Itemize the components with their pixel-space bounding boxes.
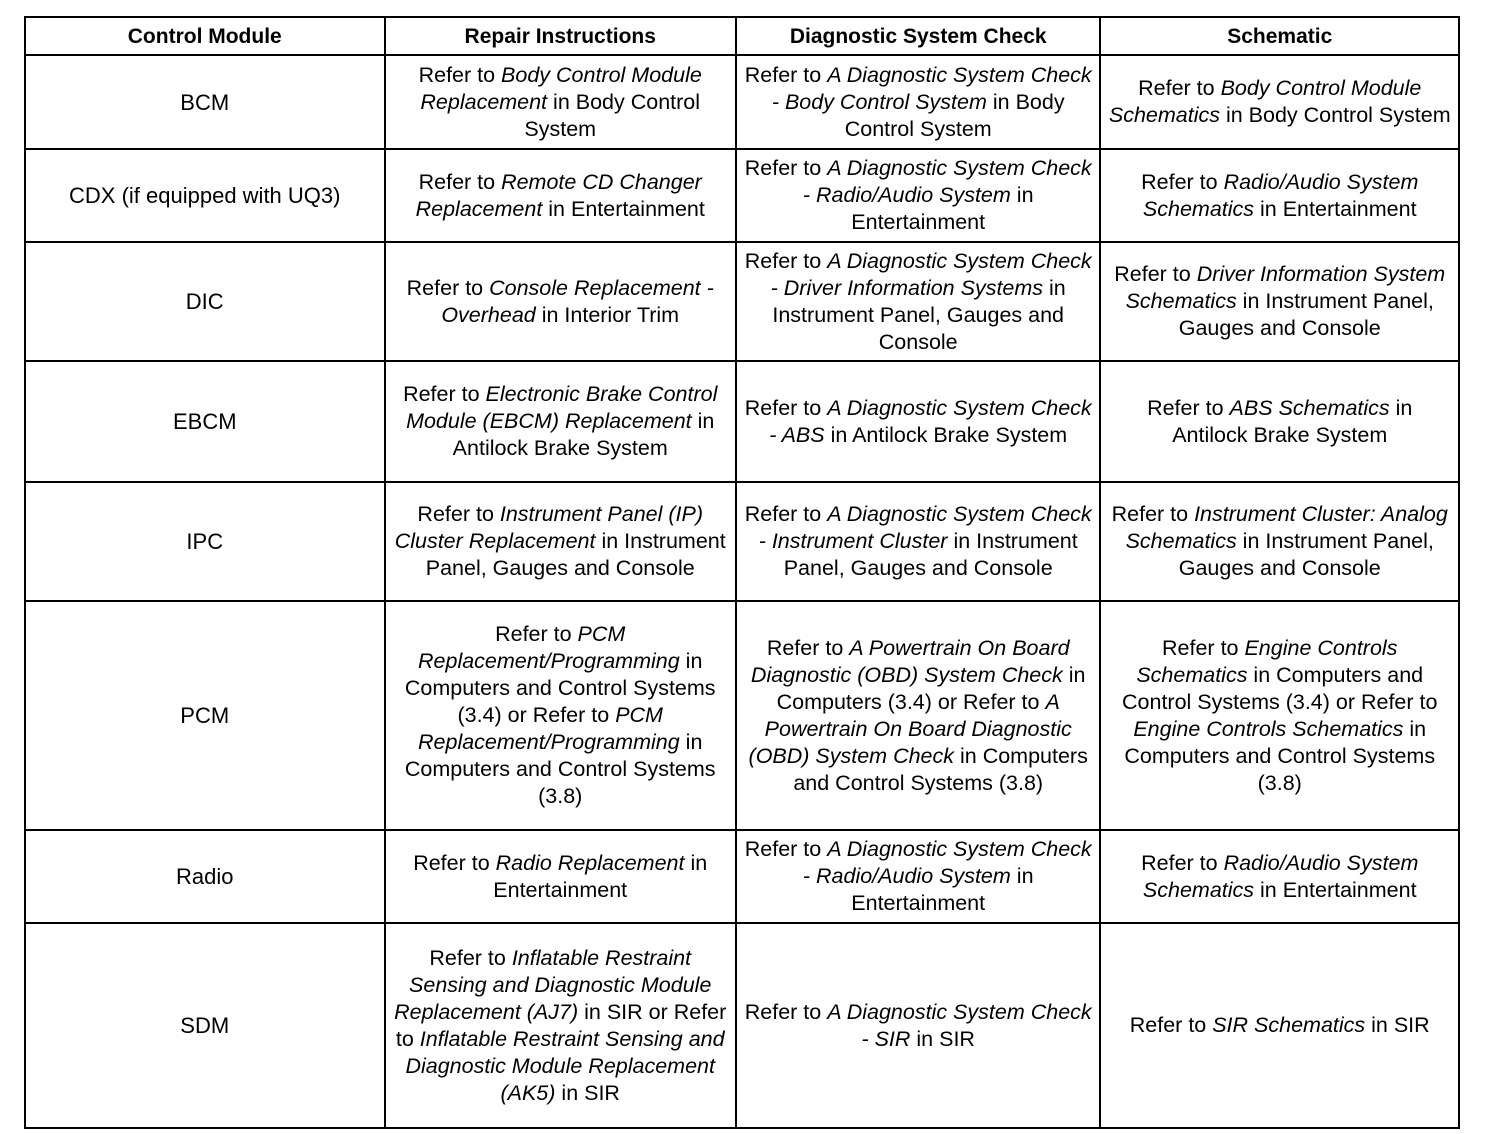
repair-instructions-cell (385, 923, 736, 1128)
cell-reference-title: Remote CD Changer Replacement (415, 169, 702, 221)
cell-reference-title: Inflatable Restraint Sensing and Diagnostic Module Replacement (AK5) (405, 1026, 725, 1105)
cell-text: Refer to (744, 502, 828, 526)
schematic-cell (1100, 149, 1459, 242)
cell-text: Refer to (429, 945, 512, 970)
header-control-module: Control Module (25, 17, 385, 55)
cell-reference-title: Instrument Cluster: Analog Schematics (1125, 502, 1448, 553)
cell-text: Refer to (417, 502, 500, 526)
cell-text: in Antilock Brake System (1172, 395, 1413, 447)
cell-text: in Computers and Control Systems (3.4) or Refer to (404, 649, 716, 727)
cell-text: Refer to (1129, 1013, 1213, 1037)
cell-text: Refer to (495, 622, 578, 646)
cell-text: in Interior Trim (535, 302, 680, 327)
cell-text: Refer to (418, 62, 502, 87)
module-reference-table (24, 16, 1460, 1129)
cell-text: Refer to (744, 837, 828, 861)
cell-text: in Computers (3.4) or Refer to (776, 662, 1086, 714)
cell-reference-title: Radio/Audio System Schematics (1142, 850, 1419, 902)
cell-reference-title: A Diagnostic System Check - Radio/Audio System (802, 837, 1092, 888)
cell-text: in SIR (555, 1080, 620, 1105)
cell-reference-title: Body Control Module Schematics (1108, 76, 1422, 127)
table-row (25, 242, 1459, 361)
cell-text: in Body Control System (1219, 103, 1451, 127)
cell-reference-title: PCM Replacement/Programming (418, 622, 680, 673)
repair-instructions-cell (385, 149, 736, 242)
cell-text: Refer to (403, 382, 486, 406)
cell-reference-title: A Powertrain On Board Diagnostic (OBD) System Check (750, 635, 1070, 687)
cell-text: in SIR (910, 1026, 975, 1051)
control-module-cell: EBCM (25, 361, 385, 482)
cell-reference-title: Body Control Module Replacement (420, 62, 702, 114)
header-schematic: Schematic (1100, 17, 1459, 55)
cell-text: in Instrument Panel, Gauges and Console (783, 529, 1078, 580)
cell-reference-title: Driver Information System Schematics (1125, 262, 1446, 313)
cell-text: Refer to (744, 999, 828, 1024)
table-body (25, 55, 1459, 1128)
cell-text: Refer to (744, 248, 828, 273)
cell-text: in Computers and Control Systems (3.8) (793, 743, 1088, 795)
cell-text: in Instrument Panel, Gauges and Console (1178, 529, 1434, 580)
cell-reference-title: PCM Replacement/Programming (418, 703, 680, 754)
repair-instructions-cell (385, 242, 736, 361)
cell-text: in Entertainment (851, 183, 1034, 234)
cell-text: in Entertainment (1254, 877, 1417, 902)
cell-text: Refer to (1147, 395, 1230, 420)
cell-reference-title: SIR Schematics (1212, 1013, 1366, 1037)
cell-text: in Entertainment (542, 196, 705, 221)
cell-text: Refer to (418, 169, 502, 194)
diagnostic-check-cell (736, 482, 1101, 601)
schematic-cell (1100, 242, 1459, 361)
schematic-cell (1100, 55, 1459, 149)
cell-text: in SIR (1365, 1013, 1430, 1037)
cell-reference-title: Electronic Brake Control Module (EBCM) Replacement (406, 382, 718, 433)
cell-reference-title: Console Replacement - Overhead (441, 275, 714, 327)
diagnostic-check-cell (736, 55, 1101, 149)
cell-text: in Computers and Control Systems (3.4) or Refer to (1122, 662, 1438, 714)
header-repair-instructions: Repair Instructions (385, 17, 736, 55)
cell-text: in Computers and Control Systems (3.8) (404, 730, 716, 808)
diagnostic-check-cell (736, 242, 1101, 361)
cell-text: Refer to (406, 275, 490, 300)
cell-reference-title: A Diagnostic System Check - ABS (769, 395, 1092, 447)
cell-reference-title: Instrument Panel (IP) Cluster Replacement (394, 502, 704, 553)
cell-text: Refer to (1141, 850, 1224, 875)
cell-reference-title: Radio/Audio System Schematics (1142, 169, 1419, 221)
diagnostic-check-cell (736, 830, 1101, 923)
table-row (25, 830, 1459, 923)
cell-text: in Entertainment (851, 864, 1034, 915)
module-reference-table-wrapper (24, 16, 1460, 1129)
repair-instructions-cell (385, 361, 736, 482)
cell-reference-title: Radio Replacement (495, 850, 685, 875)
cell-text: Refer to (1138, 76, 1221, 100)
table-row (25, 361, 1459, 482)
cell-text: Refer to (1111, 502, 1195, 526)
control-module-cell: IPC (25, 482, 385, 601)
cell-text: in Entertainment (1254, 196, 1417, 221)
cell-text: in Body Control System (844, 89, 1065, 141)
cell-text: Refer to (744, 395, 828, 420)
cell-text: in Antilock Brake System (452, 409, 715, 460)
cell-text: Refer to (1141, 169, 1224, 194)
control-module-cell: SDM (25, 923, 385, 1128)
cell-text: in Body Control System (524, 89, 701, 141)
cell-text: in Computers and Control Systems (3.8) (1124, 716, 1436, 795)
repair-instructions-cell (385, 601, 736, 830)
cell-reference-title: A Diagnostic System Check - Driver Information Systems (770, 248, 1092, 300)
diagnostic-check-cell (736, 361, 1101, 482)
control-module-cell: BCM (25, 55, 385, 149)
control-module-cell: CDX (if equipped with UQ3) (25, 149, 385, 242)
repair-instructions-cell (385, 55, 736, 149)
table-row (25, 55, 1459, 149)
cell-text: in Instrument Panel, Gauges and Console (1178, 289, 1434, 340)
schematic-cell (1100, 830, 1459, 923)
control-module-cell: DIC (25, 242, 385, 361)
cell-text: in Entertainment (493, 850, 708, 902)
control-module-cell: Radio (25, 830, 385, 923)
cell-text: in SIR or Refer to (395, 999, 727, 1051)
table-row (25, 601, 1459, 830)
cell-text: Refer to (744, 156, 828, 180)
cell-reference-title: A Powertrain On Board Diagnostic (OBD) System Check (748, 689, 1072, 768)
repair-instructions-cell (385, 830, 736, 923)
cell-text: Refer to (413, 850, 496, 875)
diagnostic-check-cell (736, 923, 1101, 1128)
cell-text: in Antilock Brake System (824, 422, 1068, 447)
cell-text: Refer to (744, 62, 828, 87)
cell-reference-title: A Diagnostic System Check - SIR (827, 999, 1092, 1051)
header-diagnostic-system-check: Diagnostic System Check (736, 17, 1101, 55)
cell-reference-title: Engine Controls Schematics (1136, 635, 1398, 687)
schematic-cell (1100, 361, 1459, 482)
cell-text: in Instrument Panel, Gauges and Console (425, 529, 726, 580)
cell-text: Refer to (1162, 635, 1245, 660)
cell-reference-title: ABS Schematics (1229, 395, 1390, 420)
repair-instructions-cell (385, 482, 736, 601)
control-module-cell: PCM (25, 601, 385, 830)
diagnostic-check-cell (736, 149, 1101, 242)
cell-text: in Instrument Panel, Gauges and Console (772, 275, 1066, 354)
header-row (25, 17, 1459, 55)
table-row (25, 482, 1459, 601)
schematic-cell (1100, 923, 1459, 1128)
cell-reference-title: Inflatable Restraint Sensing and Diagnostic Module Replacement (AJ7) (394, 945, 712, 1024)
table-row (25, 923, 1459, 1128)
table-header (25, 17, 1459, 55)
cell-reference-title: A Diagnostic System Check - Radio/Audio System (802, 156, 1092, 207)
cell-reference-title: Engine Controls Schematics (1133, 716, 1404, 741)
cell-text: Refer to (766, 635, 850, 660)
table-row (25, 149, 1459, 242)
schematic-cell (1100, 601, 1459, 830)
diagnostic-check-cell (736, 601, 1101, 830)
cell-text: Refer to (1114, 262, 1197, 286)
schematic-cell (1100, 482, 1459, 601)
cell-reference-title: A Diagnostic System Check - Instrument Cluster (758, 502, 1092, 553)
cell-reference-title: A Diagnostic System Check - Body Control System (771, 62, 1092, 114)
